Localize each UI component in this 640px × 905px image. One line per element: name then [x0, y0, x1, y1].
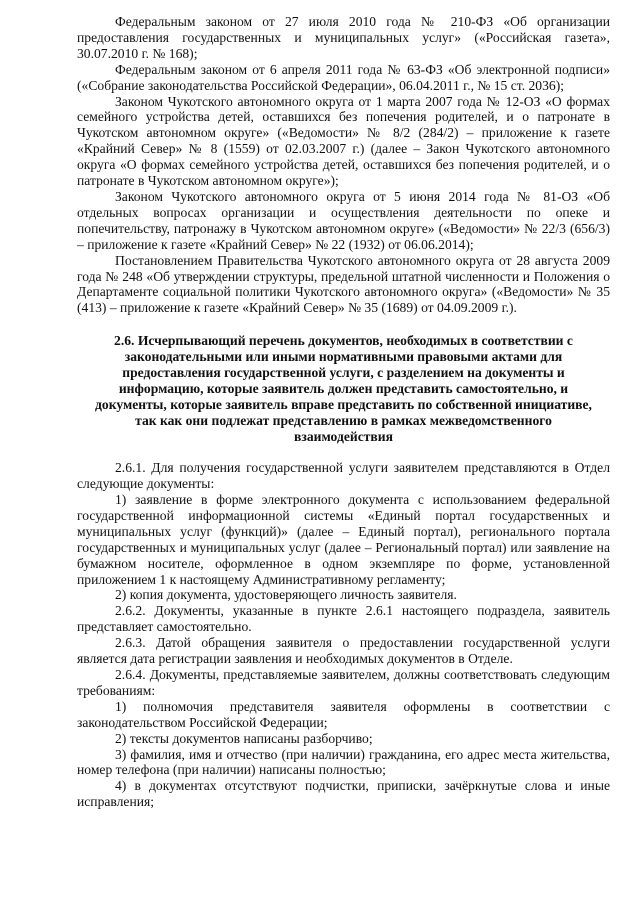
section-heading-2-6: 2.6. Исчерпывающий перечень документов, необходимых в соответствии с законодательными или иными нормативными правовыми актами для предоставления государственной услуги, с разделением на документы и информацию, которые заявитель должен представить самостоятельно, и документы, которые заявитель вправе представить по собственной инициативе, так как они подлежат представлению в рамках межведомственного взаимодействия [95, 333, 592, 445]
list-item-identity-copy: 2) копия документа, удостоверяющего личность заявителя. [115, 587, 457, 603]
paragraph-law-81oz: Законом Чукотского автономного округа от 5 июня 2014 года № 81-ОЗ «Об отдельных вопросах организации и осуществления деятельности по опеке и попечительству, патронажу в Чукотском автономном округе» («Ведомости» № 22/3 (656/3) – приложение к газете «Крайний Север» № 22 (1932) от 06.06.2014); [77, 188, 610, 252]
paragraph-2-6-3: 2.6.3. Датой обращения заявителя о предоставлении государственной услуги является дата регистрации заявления и необходимых документов в Отделе. [77, 635, 610, 667]
paragraph-2-6-4: 2.6.4. Документы, представляемые заявителем, должны соответствовать следующим требованиям: [77, 667, 610, 698]
paragraph-2-6-2: 2.6.2. Документы, указанные в пункте 2.6.1 настоящего подраздела, заявитель представляет самостоятельно. [77, 603, 610, 635]
list-item-requirement-4: 4) в документах отсутствуют подчистки, приписки, зачёркнутые слова и иные исправления; [77, 778, 610, 810]
paragraph-2-6-1: 2.6.1. Для получения государственной услуги заявителем представляются в Отдел следующие документы: [77, 460, 610, 492]
paragraph-law-12oz: Законом Чукотского автономного округа от 1 марта 2007 года № 12-ОЗ «О формах семейного устройства детей, оставшихся без попечения родителей, и о патронате в Чукотском автономном округе» («Ведомости» № 8/2 (284/2) – приложение к газете «Крайний Север» № 8 (1559) от 02.03.2007 г.) (далее – Закон Чукотского автономного округа «О формах семейного устройства детей, оставшихся без попечения родителей, и о патронате в Чукотском автономном округе»); [77, 93, 610, 189]
paragraph-law-63fz: Федеральным законом от 6 апреля 2011 года № 63-ФЗ «Об электронной подписи» («Собрание законодательства Российской Федерации», 06.04.2011 г., № 15 ст. 2036); [77, 61, 610, 93]
list-item-requirement-3: 3) фамилия, имя и отчество (при наличии) гражданина, его адрес места жительства, номер телефона (при наличии) написаны полностью; [77, 746, 610, 778]
paragraph-law-210fz: Федеральным законом от 27 июля 2010 года № 210-ФЗ «Об организации предоставления государственных и муниципальных услуг» («Российская газета», 30.07.2010 г. № 168); [77, 14, 610, 61]
list-item-requirement-1: 1) полномочия представителя заявителя оформлены в соответствии с законодательством Российской Федерации; [77, 698, 610, 730]
list-item-requirement-2: 2) тексты документов написаны разборчиво; [115, 730, 373, 746]
list-item-application: 1) заявление в форме электронного документа с использованием федеральной государственной информационной системы «Единый портал государственных и муниципальных услуг (функций)» (далее – Единый портал), регионального портала государственных и муниципальных услуг (далее – Региональный портал) или заявление на бумажном носителе, оформленное в одном экземпляре по форме, установленной приложением 1 к настоящему Административному регламенту; [77, 492, 610, 587]
paragraph-resolution-248: Постановлением Правительства Чукотского автономного округа от 28 августа 2009 года № 248 «Об утверждении структуры, предельной штатной численности и Положения о Департаменте социальной политики Чукотского автономного округа» («Ведомости» № 35 (413) – приложение к газете «Крайний Север» № 35 (1689) от 04.09.2009 г.). [77, 252, 610, 316]
